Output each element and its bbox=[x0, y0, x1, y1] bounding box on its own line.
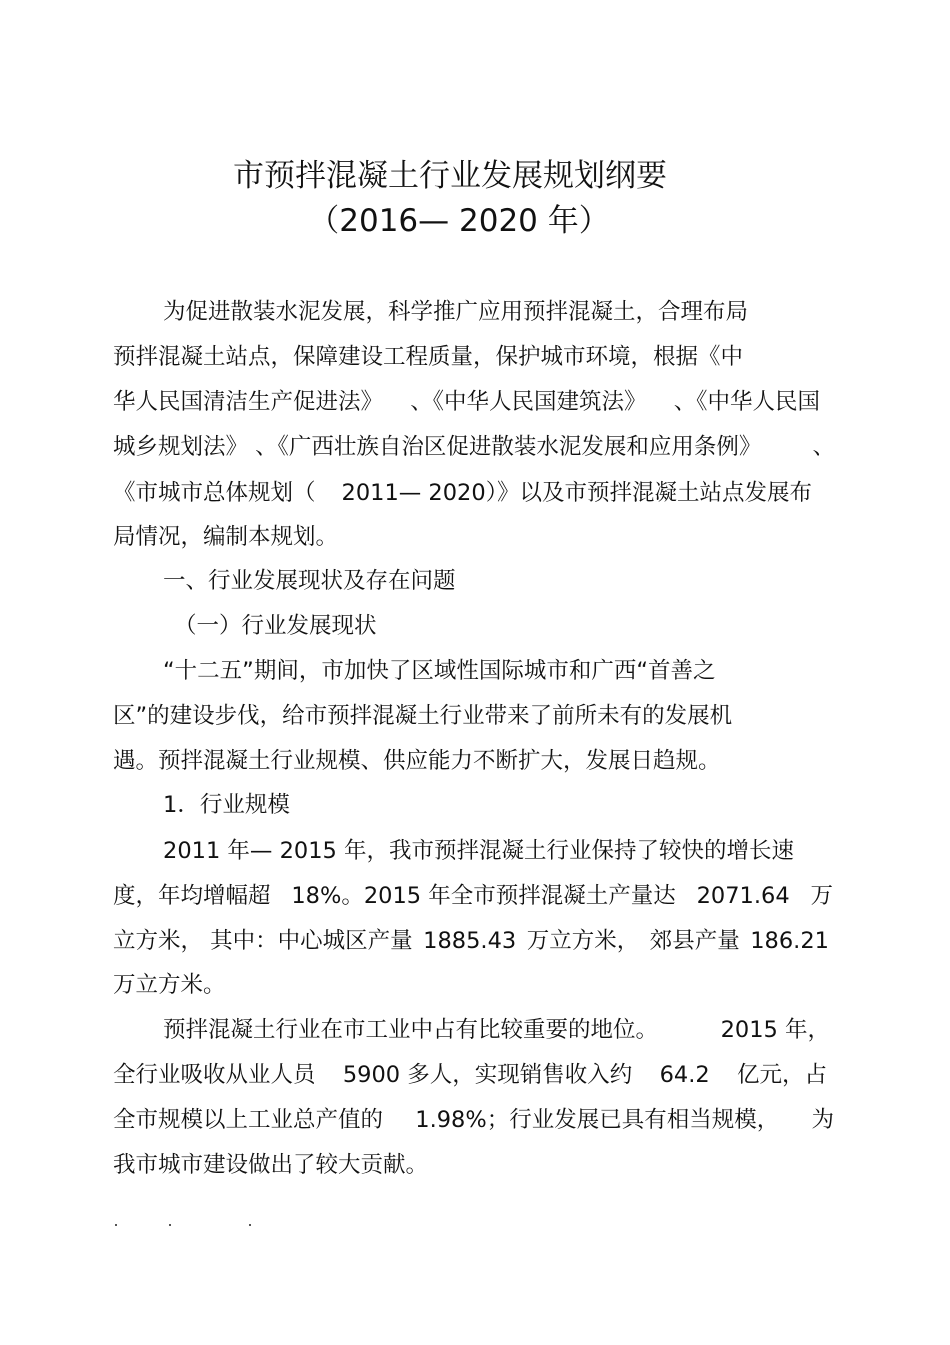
dot bbox=[249, 1224, 251, 1226]
text-span: 全行业吸收从业人员 bbox=[113, 1062, 316, 1088]
paragraph-line bbox=[113, 926, 829, 956]
paragraph-line: 遇。预拌混凝土行业规模、供应能力不断扩大，发展日趋规。 bbox=[113, 748, 721, 774]
paragraph-line: 万立方米。 bbox=[113, 972, 226, 998]
subsection-heading: （一）行业发展现状 bbox=[174, 613, 377, 639]
plan-citation: 《市城市总体规划（ bbox=[113, 480, 316, 506]
paragraph-line bbox=[113, 1105, 834, 1135]
intro-line-3 bbox=[113, 387, 820, 417]
intro-line-6: 局情况，编制本规划。 bbox=[113, 524, 339, 550]
figure-value: 1885.43 bbox=[423, 928, 517, 954]
intro-line-5 bbox=[113, 478, 812, 508]
paragraph-line: 我市城市建设做出了较大贡献。 bbox=[113, 1152, 429, 1178]
paragraph-line bbox=[163, 1015, 830, 1045]
law-citation: 、《中华人民国建筑法》 bbox=[410, 389, 647, 415]
law-citation: 城乡规划法》 、《广西壮族自治区促进散装水泥发展和应用条例》 bbox=[113, 434, 762, 460]
punctuation: 、 bbox=[812, 434, 835, 460]
dot bbox=[169, 1224, 171, 1226]
figure-value: 64.2 bbox=[659, 1062, 710, 1088]
section-heading: 一、行业发展现状及存在问题 bbox=[163, 568, 456, 594]
document-title: 市预拌混凝土行业发展规划纲要 bbox=[233, 158, 667, 194]
text-span: 2015 年， bbox=[720, 1017, 830, 1043]
paragraph-line: 2011 年— 2015 年，我市预拌混凝土行业保持了较快的增长速 bbox=[163, 838, 794, 864]
document-title-years: （2016— 2020 年） bbox=[308, 203, 610, 239]
text-span: 1.98%；行业发展已具有相当规模， bbox=[415, 1107, 780, 1133]
law-citation: 、《中华人民国 bbox=[673, 389, 820, 415]
paragraph-line bbox=[113, 881, 833, 911]
unit-text: 万立方米， bbox=[526, 928, 640, 954]
paragraph-line: 区”的建设步伐，给市预拌混凝土行业带来了前所未有的发展机 bbox=[113, 703, 733, 729]
paragraph-line bbox=[113, 1060, 827, 1090]
intro-line-4 bbox=[113, 432, 835, 462]
intro-line-2: 预拌混凝土站点，保障建设工程质量，保护城市环境，根据《中 bbox=[113, 344, 744, 370]
text-span: 全市规模以上工业总产值的 bbox=[113, 1107, 384, 1133]
intro-line-1: 为促进散装水泥发展，科学推广应用预拌混凝土，合理布局 bbox=[163, 299, 749, 325]
unit-text: 万 bbox=[810, 883, 833, 909]
dot bbox=[115, 1224, 117, 1226]
text-span: 亿元，占 bbox=[736, 1062, 827, 1088]
figure-value: 2071.64 bbox=[696, 883, 790, 909]
text-span: 立方米， 其中：中心城区产量 bbox=[113, 928, 413, 954]
footer-dots bbox=[115, 1224, 255, 1230]
text-span: 为 bbox=[811, 1107, 834, 1133]
figure-value: 186.21 bbox=[750, 928, 829, 954]
item-heading: 1．行业规模 bbox=[163, 792, 290, 818]
text-span: 度，年均增幅超 bbox=[113, 883, 271, 909]
text-span: 5900 多人，实现销售收入约 bbox=[342, 1062, 633, 1088]
law-citation: 华人民国清洁生产促进法》 bbox=[113, 389, 384, 415]
plan-citation-years: 2011— 2020）》以及市预拌混凝土站点发展布 bbox=[341, 480, 812, 506]
text-span: 郊县产量 bbox=[649, 928, 740, 954]
text-span: 18%。2015 年全市预拌混凝土产量达 bbox=[291, 883, 676, 909]
text-span: 预拌混凝土行业在市工业中占有比较重要的地位。 bbox=[163, 1017, 659, 1043]
paragraph-line: “十二五”期间，市加快了区域性国际城市和广西“首善之 bbox=[163, 658, 716, 684]
